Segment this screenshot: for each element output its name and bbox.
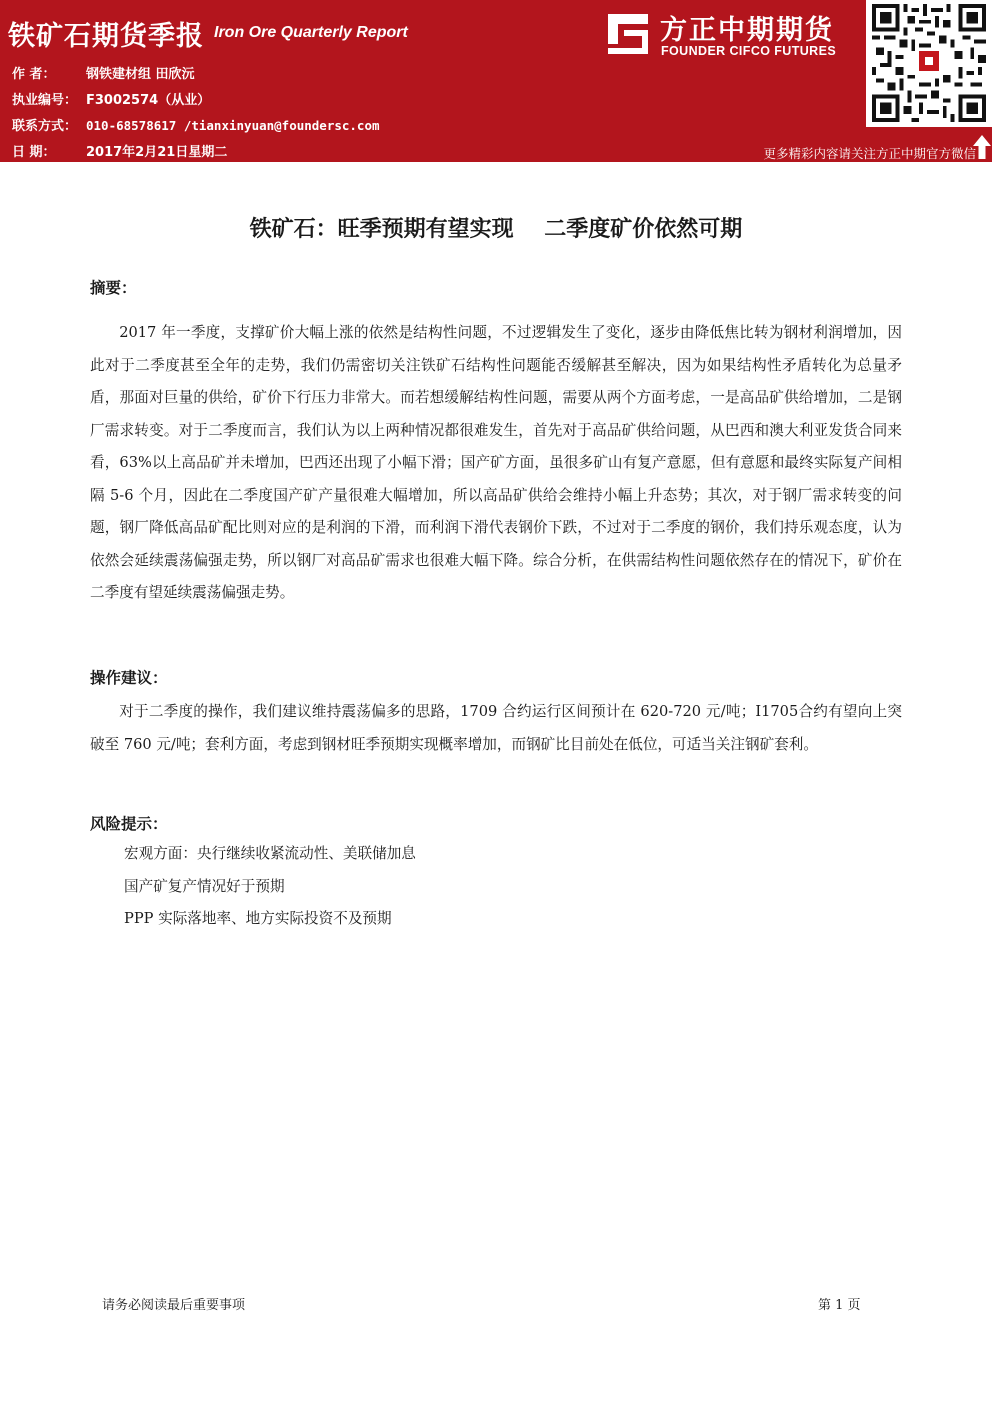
follow-wechat-text: 更多精彩内容请关注方正中期官方微信	[763, 146, 976, 161]
summary-paragraph: 2017 年一季度，支撑矿价大幅上涨的依然是结构性问题，不过逻辑发生了变化，逐步由降低焦比转为钢材利润增加，因此对于二季度甚至全年的走势，我们仍需密切关注铁矿石结构性问题能否缓解甚至解决，因为如果结构性矛盾转化为总量矛盾，那面对巨量的供给，矿价下行压力非常大。而若想缓解结构性问题，需要从两个方面考虑，一是高品矿供给增加，二是钢厂需求转变。对于二季度而言，我们认为以上两种情况都很难发生，首先对于高品矿供给问题，从巴西和澳大利亚发货合同来看，63%以上高品矿并未增加，巴西还出现了小幅下滑；国产矿方面，虽很多矿山有复产意愿，但有意愿和最终实际复产间相隔 5-6 个月，因此在二季度国产矿产量很难大幅增加，所以高品矿供给会维持小幅上升态势；其次，对于钢厂需求转变的问题，钢厂降低高品矿配比则对应的是利润的下滑，而利润下滑代表钢价下跌，不过对于二季度的钢价，我们持乐观态度，认为依然会延续震荡偏强走势，所以钢厂对高品矿需求也很难大幅下降。综合分析，在供需结构性问题依然存在的情况下，矿价在二季度有望延续震荡偏强走势。	[90, 324, 902, 601]
meta-date-value: 2017年2月21日星期二	[86, 145, 228, 160]
arrow-up-icon	[972, 134, 992, 160]
company-logo	[604, 8, 858, 68]
report-series-subtitle: Iron Ore Quarterly Report	[214, 24, 408, 41]
company-logo-chinese: 方正中期期货	[660, 15, 834, 46]
wechat-qr-code	[866, 0, 992, 127]
meta-license-value: F3002574（从业）	[86, 93, 211, 108]
risk-item-domestic-ore: 国产矿复产情况好于预期	[124, 878, 285, 895]
company-logo-mark-icon	[604, 10, 652, 58]
meta-author	[12, 63, 195, 82]
meta-author-value: 钢铁建材组 田欣沅	[86, 67, 195, 82]
qr-code-icon	[872, 4, 986, 122]
report-series-title: 铁矿石期货季报	[8, 21, 204, 52]
meta-date-label: 日 期：	[12, 145, 56, 160]
advice-heading: 操作建议：	[90, 669, 168, 687]
company-logo-english: FOUNDER CIFCO FUTURES	[661, 44, 837, 58]
report-header-band	[0, 0, 992, 162]
advice-paragraph: 对于二季度的操作，我们建议维持震荡偏多的思路，1709 合约运行区间预计在 620-720 元/吨；I1705合约有望向上突破至 760 元/吨；套利方面，考虑到钢材旺季预期实现概率增加，而钢矿比目前处在低位，可适当关注钢矿套利。	[90, 703, 902, 753]
risk-item-ppp: PPP 实际落地率、地方实际投资不及预期	[124, 910, 392, 927]
summary-heading: 摘要：	[90, 279, 137, 297]
meta-contact	[12, 115, 380, 134]
risk-item-macro: 宏观方面：央行继续收紧流动性、美联储加息	[124, 845, 416, 862]
document-title: 铁矿石：旺季预期有望实现 二季度矿价依然可期	[249, 217, 743, 242]
page-number: 第 1 页	[818, 1298, 861, 1313]
meta-date	[12, 141, 227, 160]
meta-contact-value: 010-68578617 /tianxinyuan@foundersc.com	[86, 118, 380, 133]
risk-heading: 风险提示：	[90, 815, 168, 833]
meta-contact-label: 联系方式：	[12, 119, 78, 134]
meta-license-label: 执业编号：	[12, 93, 78, 108]
meta-license	[12, 89, 210, 108]
meta-author-label: 作 者：	[12, 67, 56, 82]
footer-notice: 请务必阅读最后重要事项	[102, 1298, 246, 1313]
